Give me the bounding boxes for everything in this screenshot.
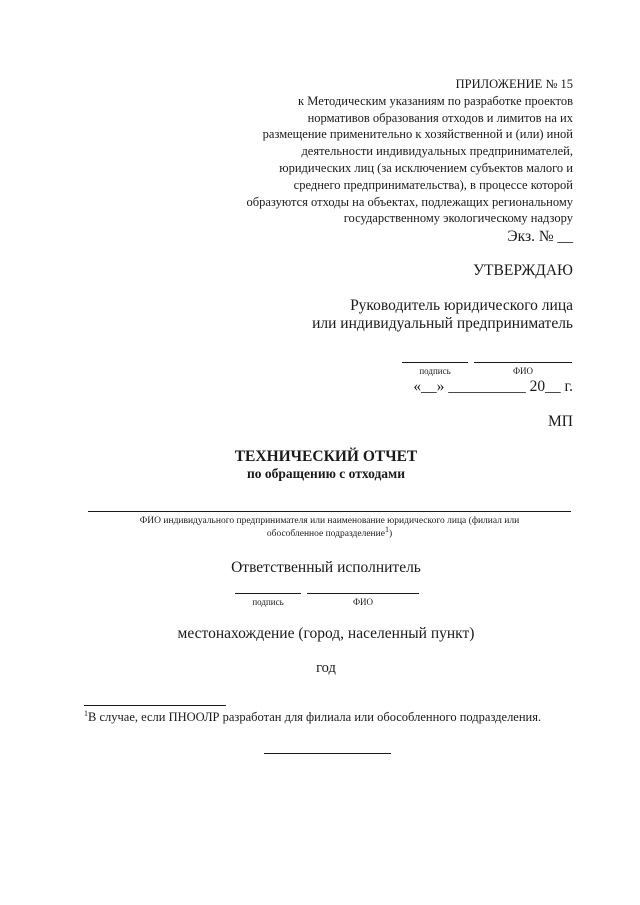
approval-signature-line <box>402 362 468 363</box>
appendix-line: размещение применительно к хозяйственной и (или) иной <box>262 127 573 142</box>
appendix-line: деятельности индивидуальных предпринимателей, <box>301 144 573 159</box>
bottom-divider <box>264 753 391 754</box>
appendix-line: нормативов образования отходов и лимитов на их <box>307 110 573 125</box>
entity-caption-line2 <box>88 524 571 539</box>
approval-position-line2: или индивидуальный предприниматель <box>312 315 573 332</box>
entity-caption-end: ) <box>388 529 393 539</box>
footnote-text: В случае, если ПНООЛР разработан для филиала или обособленного подразделения. <box>88 710 542 724</box>
approval-fio-caption: ФИО <box>512 366 534 376</box>
approval-signature-caption: подпись <box>419 366 451 376</box>
appendix-line: образуются отходы на объектах, подлежащих региональному <box>246 194 573 209</box>
stamp-placeholder: МП <box>548 413 573 430</box>
appendix-line: юридических лиц (за исключением субъектов малого и <box>279 160 573 175</box>
appendix-line: к Методическим указаниям по разработке проектов <box>298 93 573 108</box>
executor-fio-line <box>307 593 419 594</box>
appendix-block <box>153 76 573 227</box>
executor-fio-caption: ФИО <box>352 597 374 607</box>
report-subtitle: по обращению с отходами <box>246 466 406 481</box>
location-label: местонахождение (город, населенный пункт) <box>177 625 475 642</box>
appendix-line: государственному экологическому надзору <box>343 211 573 226</box>
approval-title: УТВЕРЖДАЮ <box>473 262 573 279</box>
report-title: ТЕХНИЧЕСКИЙ ОТЧЕТ <box>234 448 418 465</box>
approval-date-line: «__» __________ 20__ г. <box>413 378 573 395</box>
copy-number: Экз. № __ <box>507 228 573 245</box>
footnote-separator <box>84 705 226 706</box>
executor-label: Ответственный исполнитель <box>231 559 421 576</box>
entity-caption-line1: ФИО индивидуального предпринимателя или наименование юридического лица (филиал или <box>139 516 520 526</box>
footnote <box>84 710 541 725</box>
executor-signature-caption: подпись <box>252 597 284 607</box>
entity-name-line <box>88 511 571 512</box>
footnote-mark: 1 <box>84 708 88 718</box>
executor-signature-line <box>235 593 301 594</box>
approval-position-line1: Руководитель юридического лица <box>350 297 573 314</box>
appendix-line: среднего предпринимательства), в процессе которой <box>293 177 573 192</box>
year-label: год <box>316 660 336 676</box>
footnote-reference: 1 <box>384 524 389 534</box>
entity-caption-text: обособленное подразделение <box>266 529 385 539</box>
approval-fio-line <box>474 362 572 363</box>
appendix-line: ПРИЛОЖЕНИЕ № 15 <box>455 77 573 91</box>
